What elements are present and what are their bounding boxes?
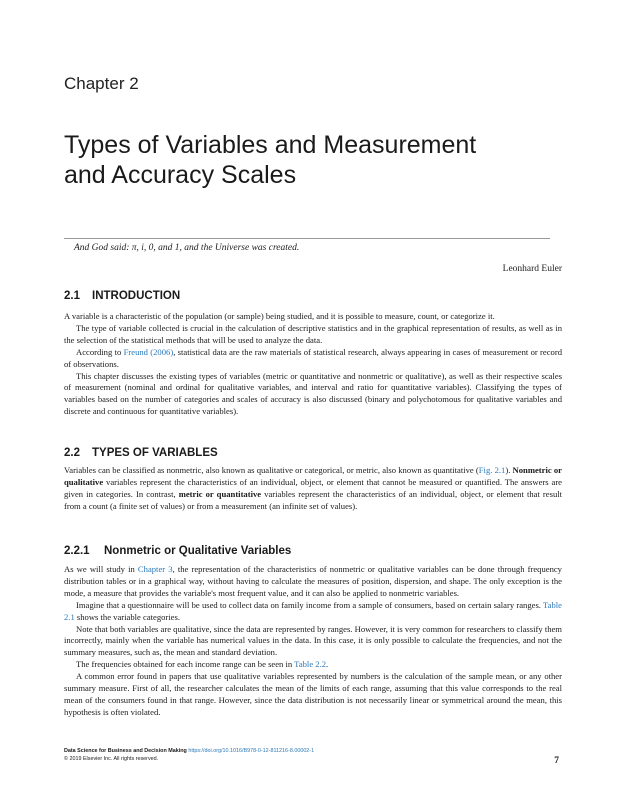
paragraph: The type of variable collected is crucial in the calculation of descriptive statistics and in the graphical representation of results, as well as in the selection of the statistical methods that will be used to analyze the data. bbox=[64, 322, 562, 345]
section-body-2-1 bbox=[64, 311, 562, 418]
section-title: Nonmetric or Qualitative Variables bbox=[104, 545, 292, 557]
paragraph: Note that both variables are qualitative, since the data are represented by ranges. However, it is very common for researchers to classify them incorrectly, mainly when the variable has numerical values in the data. In this case, it is only possible to calculate the frequencies, and not the summary measures, such as, the mean and standard deviation. bbox=[64, 623, 562, 658]
paragraph: As we will study in Chapter 3, the representation of the characteristics of nonmetric or qualitative variables can be done through frequency distribution tables or in a graphical way, without having to calculate the measures of position, dispersion, and shape. The only exception is the mode, a measure that provides the variable's most frequent value, and it can also be applied to nonmetric variables. bbox=[64, 564, 562, 598]
chapter-title bbox=[64, 130, 564, 190]
section-body-2-2-1 bbox=[64, 564, 562, 719]
footer-doi-link[interactable]: https://doi.org/10.1016/B978-0-12-811216-8.00002-1 bbox=[188, 748, 315, 754]
paragraph: A common error found in papers that use qualitative variables represented by numbers is the calculation of the sample mean, or any other summary measure. First of all, the researcher calculates the mean of the limits of each range, assuming that this value corresponds to the real mean of the consumers found in that range. However, since the data distribution is not necessarily linear or symmetrical around the mean, this hypothesis is often violated. bbox=[64, 671, 562, 717]
paragraph: A variable is a characteristic of the population (or sample) being studied, and it is possible to measure, count, or categorize it. bbox=[64, 311, 495, 321]
section-heading-2-2 bbox=[64, 447, 218, 459]
section-number: 2.2.1 bbox=[64, 545, 90, 557]
page-number: 7 bbox=[554, 756, 559, 766]
paragraph: According to Freund (2006), statistical data are the raw materials of statistical research, always appearing in cases of measurement or record of observations. bbox=[64, 346, 562, 369]
section-number: 2.2 bbox=[64, 447, 80, 459]
chapter-label: Chapter 2 bbox=[64, 74, 139, 93]
paragraph: The frequencies obtained for each income range can be seen in Table 2.2. bbox=[76, 659, 329, 670]
table-link-2-1[interactable]: Table 2.1 bbox=[64, 599, 562, 622]
footer-journal: Data Science for Business and Decision Making bbox=[64, 748, 187, 754]
page-footer bbox=[64, 748, 314, 763]
chapter-link-3[interactable]: Chapter 3 bbox=[137, 564, 173, 574]
section-number: 2.1 bbox=[64, 290, 80, 302]
epigraph-author: Leonhard Euler bbox=[502, 264, 562, 274]
paragraph: Variables can be classified as nonmetric, also known as qualitative or categorical, or metric, also known as quantitative (Fig. 2.1). Nonmetric or qualitative variables represent the characteristics of an individual, object, or element that cannot be measured or quantified. The answers are given in categories. In contrast, metric or quantitative variables represent the characteristics of an individual, object, or element that result from a count (a finite set of values) or from a measurement (an infinite set of values). bbox=[64, 465, 563, 511]
section-heading-2-1 bbox=[64, 290, 180, 302]
section-body-2-2 bbox=[64, 465, 562, 513]
chapter-title-line2: and Accuracy Scales bbox=[64, 161, 297, 189]
citation-link-freund[interactable]: Freund (2006) bbox=[123, 346, 174, 357]
table-link-2-2[interactable]: Table 2.2 bbox=[294, 659, 327, 670]
section-heading-2-2-1 bbox=[64, 545, 291, 557]
epigraph-divider bbox=[64, 238, 550, 239]
figure-link-2-1[interactable]: Fig. 2.1 bbox=[478, 465, 506, 475]
paragraph: Imagine that a questionnaire will be used to collect data on family income from a sample of consumers, based on certain salary ranges. Table 2.1 shows the variable categories. bbox=[64, 599, 562, 622]
footer-copyright: © 2019 Elsevier Inc. All rights reserved. bbox=[64, 755, 159, 762]
chapter-title-line1: Types of Variables and Measurement bbox=[64, 131, 477, 159]
epigraph-quote: And God said: π, i, 0, and 1, and the Universe was created. bbox=[74, 243, 300, 253]
section-title: TYPES OF VARIABLES bbox=[92, 447, 218, 459]
paragraph: This chapter discusses the existing types of variables (metric or quantitative and nonmetric or qualitative), as well as their respective scales of measurement (nominal and ordinal for qualitative variables, and interval and ratio for quantitative variables). Classifying the types of variables based on the number of categories and scales of accuracy is also discussed (binary and polychotomous for qualitative variables and discrete and continuous for quantitative variables). bbox=[64, 370, 562, 417]
section-title: INTRODUCTION bbox=[92, 290, 181, 302]
